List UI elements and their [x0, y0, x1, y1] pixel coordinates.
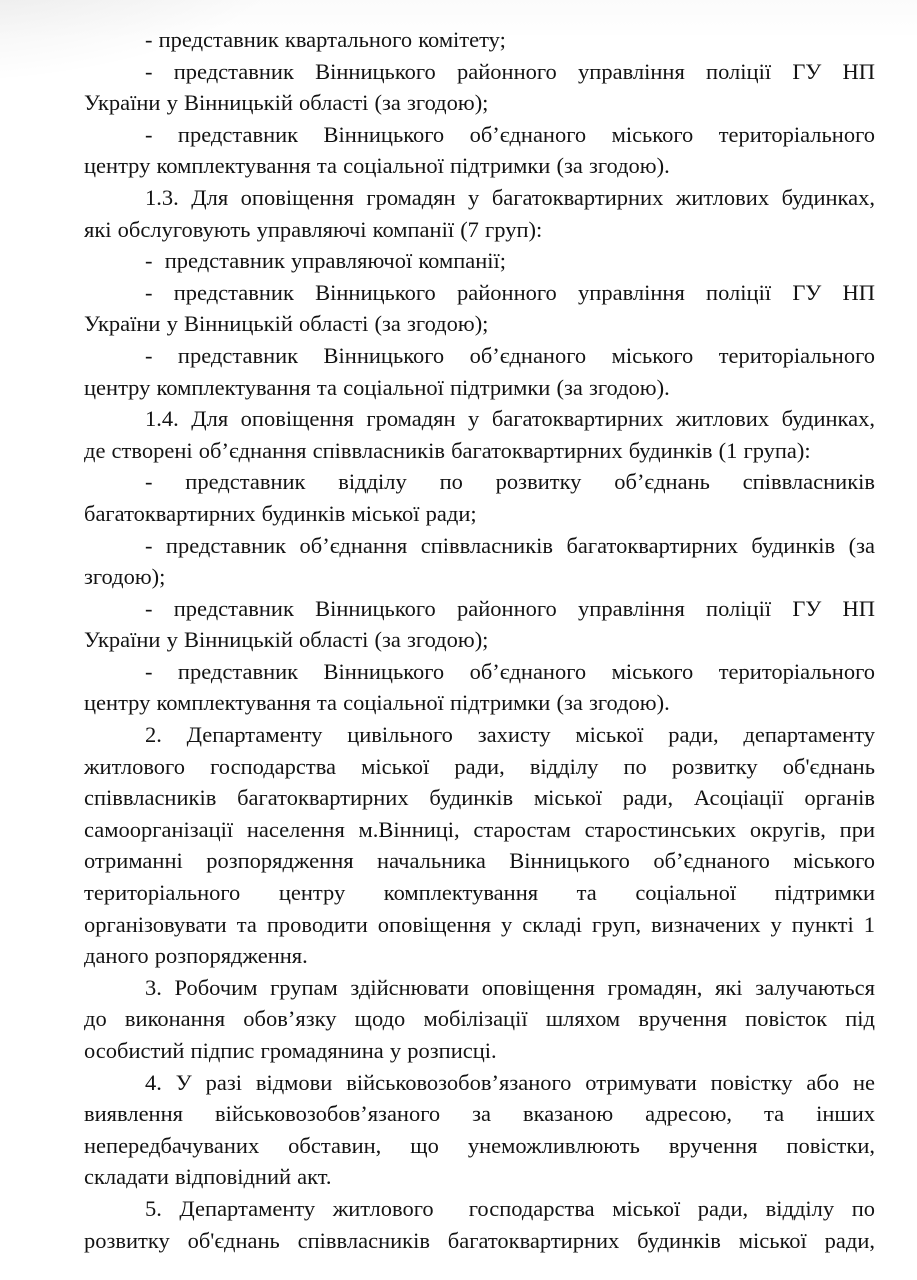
text-line: складати відповідний акт. — [84, 1164, 332, 1190]
text-line: центру комплектування та соціальної підтримки (за згодою). — [84, 153, 670, 179]
text-line: особистий підпис громадянина у розписці. — [84, 1038, 497, 1063]
text-line: 2. Департаменту цивільного захисту міської ради, департаменту — [145, 722, 875, 748]
paragraph — [84, 56, 875, 119]
paragraph — [84, 245, 875, 277]
paragraph — [84, 403, 875, 466]
text-line: - представник відділу по розвитку об’єднань співвласників — [145, 469, 875, 495]
paragraph — [84, 24, 875, 56]
text-line: України у Вінницькій області (за згодою); — [84, 311, 489, 337]
text-line: центру комплектування та соціальної підтримки (за згодою). — [84, 690, 670, 716]
paragraph — [84, 530, 875, 593]
text-line: 5. Департаменту житлового господарства міської ради, відділу по — [145, 1195, 875, 1221]
paragraph — [84, 656, 875, 719]
text-line: виявлення військовозобов’язаного за вказаною адресою, та інших — [84, 1101, 875, 1127]
text-line: 1.3. Для оповіщення громадян у багатоквартирних житлових будинках, — [145, 184, 875, 210]
text-line: - представник об’єднання співвласників багатоквартирних будинків (за — [145, 532, 875, 558]
text-line: даного розпорядження. — [84, 943, 308, 969]
text-line: багатоквартирних будинків міської ради; — [84, 500, 477, 526]
paragraph — [84, 182, 875, 245]
text-line: територіального центру комплектування та соціальної підтримки — [84, 880, 875, 906]
text-line: 1.4. Для оповіщення громадян у багатоквартирних житлових будинках, — [145, 406, 875, 432]
text-line: самоорганізації населення м.Вінниці, старостам старостинських округів, при — [84, 816, 875, 842]
text-line: які обслуговують управляючі компанії (7 груп): — [84, 216, 543, 242]
paragraph — [84, 719, 875, 972]
paragraph — [84, 466, 875, 529]
text-line: непередбачуваних обставин, що унеможливлюють вручення повістки, — [84, 1132, 875, 1158]
paragraph — [84, 119, 875, 182]
text-line: - представник Вінницького районного управління поліції ГУ НП — [145, 595, 875, 621]
text-line: - представник Вінницького об’єднаного міського територіального — [145, 342, 875, 368]
text-line: отриманні розпорядження начальника Вінницького об’єднаного міського — [84, 848, 875, 874]
text-line: - представник управляючої компанії; — [145, 248, 507, 274]
text-line: згодою); — [84, 564, 166, 590]
document-body — [84, 24, 875, 1256]
paragraph — [84, 593, 875, 656]
paragraph — [84, 1067, 875, 1193]
text-line: - представник квартального комітету; — [145, 27, 506, 52]
paragraph — [84, 340, 875, 403]
paragraph — [84, 1193, 875, 1256]
paragraph — [84, 277, 875, 340]
text-line: співвласників багатоквартирних будинків міської ради, Асоціації органів — [84, 785, 875, 811]
text-line: де створені об’єднання співвласників багатоквартирних будинків (1 група): — [84, 437, 811, 463]
paragraph — [84, 972, 875, 1067]
text-line: до виконання обов’язку щодо мобілізації шляхом вручення повісток під — [84, 1006, 875, 1032]
text-line: 4. У разі відмови військовозобов’язаного отримувати повістку або не — [145, 1069, 875, 1095]
text-line: розвитку об'єднань співвласників багатоквартирних будинків міської ради, — [84, 1227, 875, 1253]
text-line: України у Вінницькій області (за згодою); — [84, 627, 489, 653]
text-line: - представник Вінницького районного управління поліції ГУ НП — [145, 58, 875, 84]
text-line: України у Вінницькій області (за згодою); — [84, 90, 489, 116]
text-line: - представник Вінницького об’єднаного міського територіального — [145, 121, 875, 147]
text-line: - представник Вінницького районного управління поліції ГУ НП — [145, 279, 875, 305]
text-line: центру комплектування та соціальної підтримки (за згодою). — [84, 374, 670, 400]
text-line: - представник Вінницького об’єднаного міського територіального — [145, 658, 875, 684]
text-line: житлового господарства міської ради, відділу по розвитку об'єднань — [84, 753, 875, 779]
text-line: 3. Робочим групам здійснювати оповіщення громадян, які залучаються — [145, 974, 875, 1000]
text-line: організовувати та проводити оповіщення у складі груп, визначених у пункті 1 — [84, 911, 875, 937]
